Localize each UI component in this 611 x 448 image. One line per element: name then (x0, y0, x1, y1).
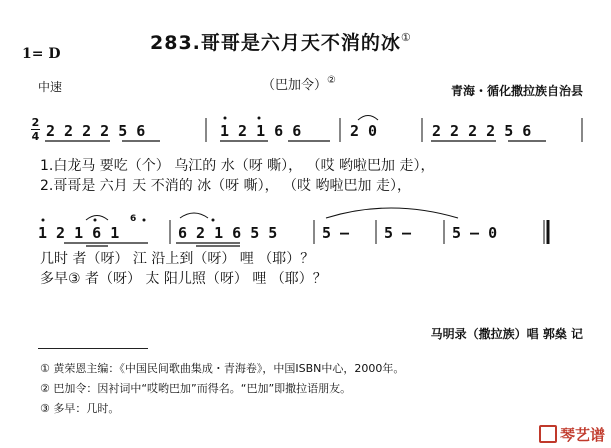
slur (180, 213, 208, 218)
slur (86, 216, 108, 221)
grace-note: 6 (130, 214, 137, 224)
octave-dot (224, 117, 227, 120)
line2-lyric-verse2: 多早③ 者（呀） 太 阳儿照（呀） 哩 （耶）？ (40, 271, 327, 287)
line2-lyric-verse1: 几时 者（呀） 江 沿上到（呀） 哩 （耶）？ (40, 251, 315, 267)
line2-measure4: 5 – (384, 224, 412, 242)
octave-dot (258, 117, 261, 120)
performer-credit: 马明录（撒拉族）唱 郭燊 记 (430, 327, 583, 341)
footnote-1: ① 黄荣恩主编：《中国民间歌曲集成・青海卷》，中国ISBN中心，2000年。 (40, 362, 405, 375)
tie (326, 208, 458, 218)
subtitle-text: （巴加令） (262, 78, 328, 93)
octave-dot (94, 219, 97, 222)
line1-measure1: 2 2 2 2 5 6 (46, 122, 146, 140)
line1-measure2: 1 2 1 6 6 (220, 122, 302, 140)
line2-measure1: 1 2 1 6 1 (38, 224, 120, 242)
octave-dot (42, 219, 45, 222)
time-signature-bottom: 4 (31, 130, 40, 143)
line2-measure2: 6 2 1 6 5 5 (178, 224, 278, 242)
title-footnote-mark: ① (400, 31, 412, 44)
octave-dot (212, 219, 215, 222)
line1-lyric-verse2: 2.哥哥是 六月 天 不消的 冰（呀 嘶）， （哎 哟啦巴加 走）， (40, 178, 411, 194)
slur (358, 116, 378, 121)
line2-measure3: 5 – (322, 224, 350, 242)
logo-text: 琴艺谱 (559, 426, 605, 444)
footnote-divider (38, 348, 148, 349)
time-signature-top: 2 (31, 116, 40, 129)
tempo-marking: 中速 (38, 80, 63, 94)
logo-icon (539, 425, 557, 443)
region-label: 青海・循化撒拉族自治县 (450, 84, 583, 98)
line1-measure4: 2 2 2 2 5 6 (432, 122, 532, 140)
footnote-3: ③ 多早：几时。 (40, 402, 120, 415)
footnote-2: ② 巴加令：因衬词中“哎哟巴加”而得名。“巴加”即撒拉语朋友。 (40, 382, 352, 395)
octave-dot (143, 219, 146, 222)
site-logo (539, 424, 605, 445)
line1-lyric-verse1: 1.白龙马 要吃（个） 乌江的 水（呀 嘶）， （哎 哟啦巴加 走）， (40, 158, 435, 174)
subtitle-footnote-mark: ② (327, 75, 336, 86)
line2-measure5: 5 – 0 (452, 224, 498, 242)
key-signature: 1= D (22, 46, 61, 62)
line1-measure3: 2 0 (350, 122, 378, 140)
title-text: 283.哥哥是六月天不消的冰 (150, 32, 401, 54)
